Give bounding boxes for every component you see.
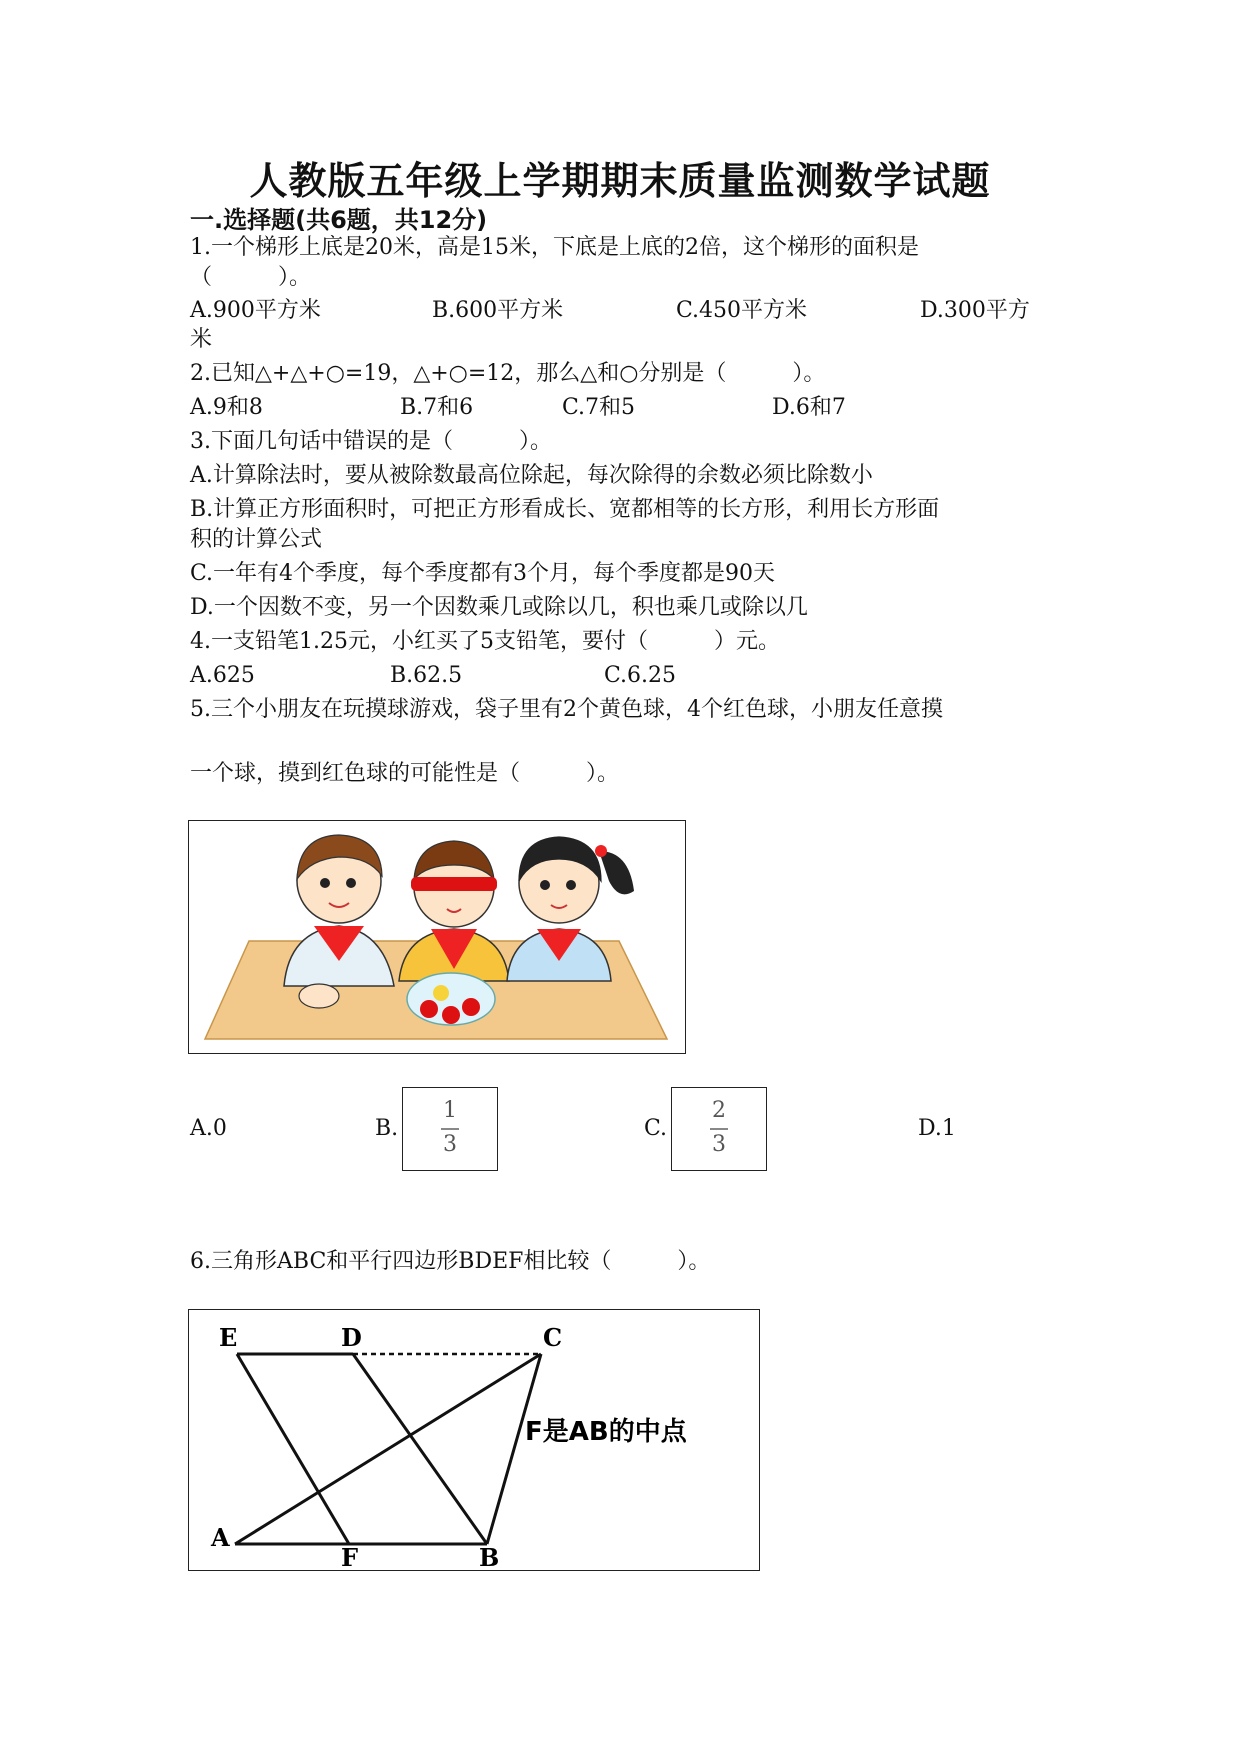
- fraction-bar: [441, 1128, 459, 1130]
- q5-option-a: A.0: [190, 1116, 227, 1141]
- fraction-numerator: 2: [712, 1098, 726, 1123]
- q4-option-a: A.625: [190, 663, 255, 688]
- q4-option-c: C.6.25: [604, 663, 677, 688]
- q2-option-b: B.7和6: [400, 395, 474, 420]
- q3-option-b: B.计算正方形面积时，可把正方形看成长、宽都相等的长方形，利用长方形面: [190, 497, 940, 522]
- fraction-numerator: 1: [443, 1098, 457, 1123]
- q5-illustration: [188, 820, 686, 1054]
- q1-option-a: A.900平方米: [190, 298, 321, 323]
- q3-option-d: D.一个因数不变，另一个因数乘几或除以几，积也乘几或除以几: [190, 595, 808, 620]
- triangle-parallelogram-diagram: [189, 1310, 759, 1570]
- q5-option-c-label: C.: [644, 1116, 668, 1141]
- q1-option-d: D.300平方: [920, 298, 1030, 323]
- label-E: E: [219, 1323, 238, 1352]
- q6-text: 6.三角形ABC和平行四边形BDEF相比较（ ）。: [190, 1249, 711, 1274]
- q5-option-d: D.1: [918, 1116, 956, 1141]
- label-F: F: [341, 1543, 359, 1570]
- q4-text: 4.一支铅笔1.25元，小红买了5支铅笔，要付（ ）元。: [190, 629, 780, 654]
- label-C: C: [543, 1323, 563, 1352]
- q3-option-c: C.一年有4个季度，每个季度都有3个月，每个季度都是90天: [190, 561, 776, 586]
- fraction-denominator: 3: [712, 1132, 726, 1157]
- fraction-denominator: 3: [443, 1132, 457, 1157]
- q3-option-b-cont: 积的计算公式: [190, 527, 323, 552]
- q5-option-b-fraction: [402, 1087, 498, 1171]
- q3-option-a: A.计算除法时，要从被除数最高位除起，每次除得的余数必须比除数小: [190, 463, 873, 488]
- q1-option-b: B.600平方米: [432, 298, 564, 323]
- section-heading: 一.选择题(共6题，共12分): [190, 206, 488, 234]
- q2-option-c: C.7和5: [562, 395, 636, 420]
- q2-option-d: D.6和7: [772, 395, 846, 420]
- midpoint-note: F是AB的中点: [525, 1417, 687, 1447]
- q1-option-d-cont: 米: [190, 327, 213, 352]
- label-B: B: [479, 1543, 500, 1570]
- q2-text: 2.已知△+△+○=19，△+○=12，那么△和○分别是（ ）。: [190, 361, 826, 386]
- q3-text: 3.下面几句话中错误的是（ ）。: [190, 429, 552, 454]
- fraction-bar: [710, 1128, 728, 1130]
- q1-option-c: C.450平方米: [676, 298, 808, 323]
- q1-text-line2: （ ）。: [190, 265, 312, 290]
- q6-geometry-figure: [188, 1309, 760, 1571]
- label-D: D: [341, 1323, 362, 1352]
- q5-option-c-fraction: [671, 1087, 767, 1171]
- page-title: 人教版五年级上学期期末质量监测数学试题: [249, 158, 991, 203]
- q2-option-a: A.9和8: [190, 395, 263, 420]
- q4-option-b: B.62.5: [390, 663, 463, 688]
- children-playing-image: [189, 821, 685, 1053]
- label-A: A: [211, 1523, 230, 1552]
- q1-text-line1: 1.一个梯形上底是20米，高是15米，下底是上底的2倍，这个梯形的面积是: [190, 235, 919, 260]
- q5-text-line2: 一个球，摸到红色球的可能性是（ ）。: [190, 761, 620, 786]
- q5-text-line1: 5.三个小朋友在玩摸球游戏，袋子里有2个黄色球，4个红色球，小朋友任意摸: [190, 697, 943, 722]
- q5-option-b-label: B.: [375, 1116, 399, 1141]
